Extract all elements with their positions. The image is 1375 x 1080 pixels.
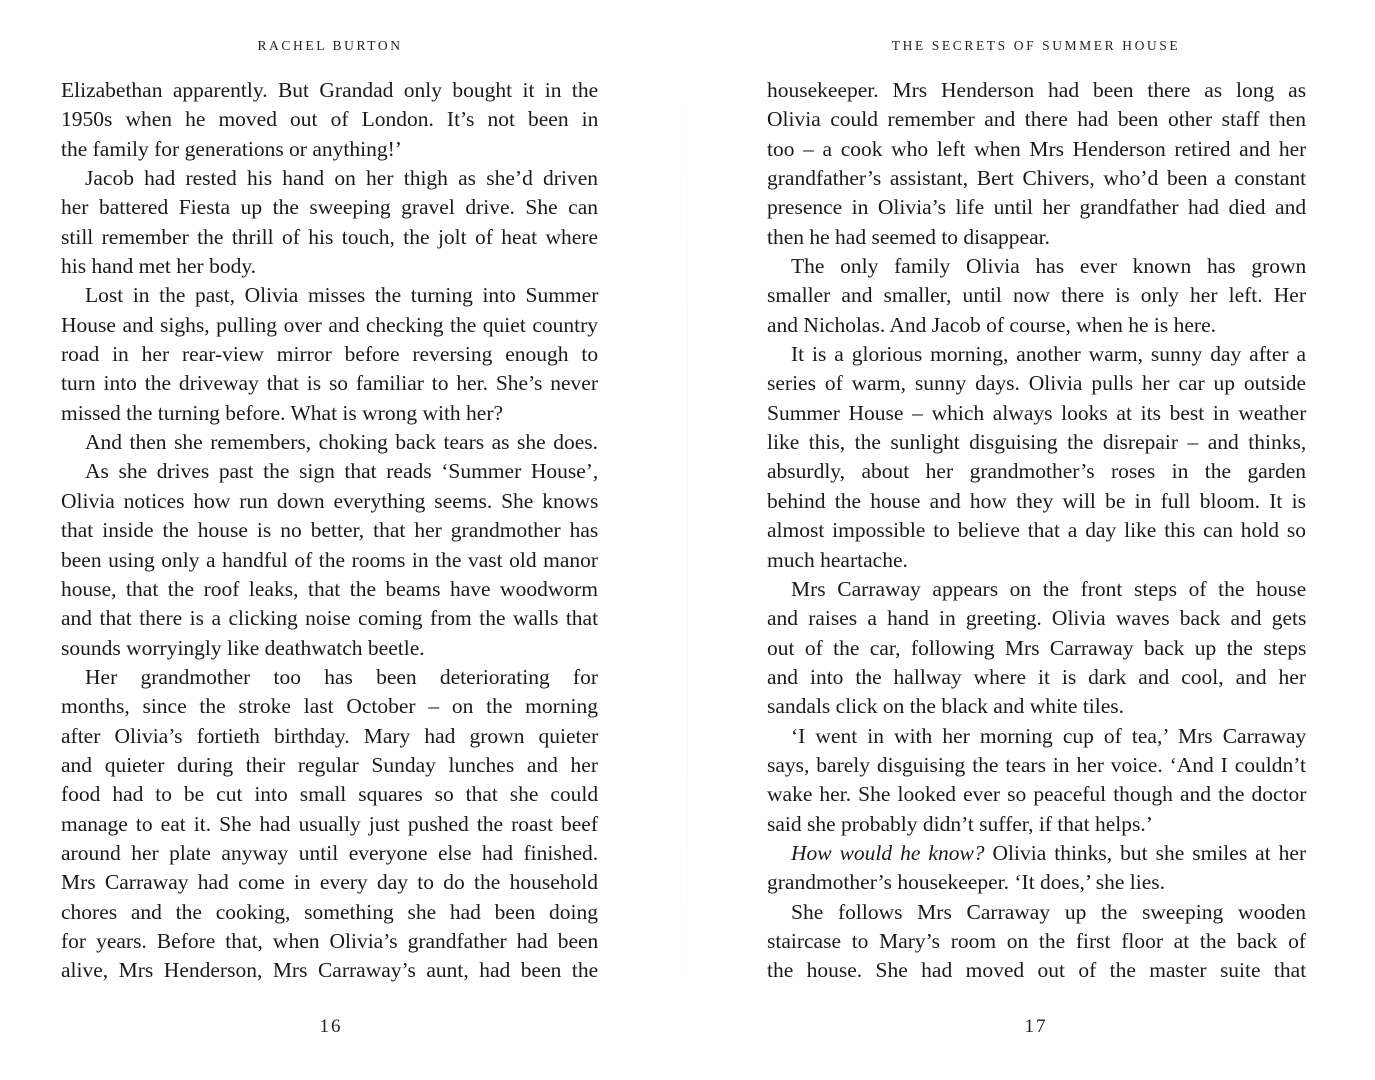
text-line: manage to eat it. She had usually just pushed the roast beef: [61, 811, 598, 836]
body-text: [767, 76, 1306, 986]
text-line: ‘I went in with her morning cup of tea,’ Mrs Carraway: [791, 723, 1307, 748]
text-line: her battered Fiesta up the sweeping gravel drive. She can: [61, 195, 598, 220]
text-line: food had to be cut into small squares so that she could: [61, 782, 599, 807]
running-head-author: RACHEL BURTON: [257, 38, 403, 53]
text-line: smaller and smaller, until now there is only her left. Her: [767, 283, 1306, 308]
text-line: out of the car, following Mrs Carraway back up the steps: [767, 635, 1307, 660]
text-line: the family for generations or anything!’: [61, 136, 402, 161]
text-line: and quieter during their regular Sunday lunches and her: [61, 752, 598, 777]
text-line: sandals click on the black and white tiles.: [767, 694, 1125, 719]
text-line: behind the house and how they will be in full bloom. It is: [767, 488, 1306, 513]
text-line: house, that the roof leaks, that the beams have woodworm: [61, 576, 598, 601]
text-line: Summer House – which always looks at its best in weather: [767, 400, 1307, 425]
text-line: alive, Mrs Henderson, Mrs Carraway’s aunt, had been the: [61, 958, 599, 983]
text-line: grandmother’s housekeeper. ‘It does,’ she lies.: [767, 870, 1166, 895]
text-line: that inside the house is no better, that her grandmother has: [61, 518, 599, 543]
body-text: [61, 76, 598, 986]
text-line: Elizabethan apparently. But Grandad only bought it in the: [61, 78, 599, 102]
text-line: turn into the driveway that is so familiar to her. She’s never: [61, 371, 598, 396]
text-line: still remember the thrill of his touch, the jolt of heat where: [61, 224, 598, 249]
text-line: much heartache.: [767, 547, 908, 572]
text-line: series of warm, sunny days. Olivia pulls her car up outside: [767, 371, 1306, 396]
text-line: Lost in the past, Olivia misses the turning into Summer: [85, 283, 599, 308]
text-line: been using only a handful of the rooms in the vast old manor: [61, 547, 599, 572]
text-line: Olivia could remember and there had been other staff then: [767, 107, 1306, 132]
text-line: And then she remembers, choking back tears as she does.: [85, 430, 598, 455]
text-line: missed the turning before. What is wrong with her?: [61, 400, 504, 425]
text-line: wake her. She looked ever so peaceful though and the doctor: [767, 782, 1307, 807]
text-line: sounds worryingly like deathwatch beetle.: [61, 635, 425, 660]
text-line: 1950s when he moved out of London. It’s not been in: [61, 107, 599, 132]
text-line: said she probably didn’t suffer, if that helps.’: [767, 811, 1153, 836]
text-line: Her grandmother too has been deteriorating for: [85, 664, 598, 689]
text-line: staircase to Mary’s room on the first floor at the back of: [767, 928, 1306, 953]
text-line: Jacob had rested his hand on her thigh as she’d driven: [85, 166, 598, 191]
text-line: She follows Mrs Carraway up the sweeping wooden: [791, 899, 1306, 924]
text-line: like this, the sunlight disguising the disrepair – and thinks,: [767, 430, 1307, 455]
text-line: and Nicholas. And Jacob of course, when he is here.: [767, 312, 1216, 337]
text-line: Olivia notices how run down everything seems. She knows: [61, 488, 599, 513]
text-line: presence in Olivia’s life until her grandfather had died and: [767, 195, 1307, 220]
text-line: around her plate anyway until everyone else had finished.: [61, 840, 599, 865]
line-text: Olivia thinks, but she smiles at her: [984, 840, 1307, 865]
text-line: too – a cook who left when Mrs Henderson retired and her: [767, 136, 1307, 161]
text-line: almost impossible to believe that a day like this can hold so: [767, 518, 1306, 543]
text-line: grandfather’s assistant, Bert Chivers, who’d been a constant: [767, 166, 1307, 191]
text-line: Mrs Carraway had come in every day to do the household: [61, 870, 598, 895]
page-number: 17: [1024, 1016, 1048, 1037]
text-line: then he had seemed to disappear.: [767, 224, 1050, 249]
running-head-title: THE SECRETS OF SUMMER HOUSE: [891, 38, 1181, 53]
text-line: chores and the cooking, something she had been doing: [61, 899, 598, 924]
right-page: [688, 0, 1375, 1080]
text-line: after Olivia’s fortieth birthday. Mary had grown quieter: [61, 723, 599, 748]
text-line: his hand met her body.: [61, 254, 257, 279]
text-line: House and sighs, pulling over and checking the quiet country: [61, 312, 598, 337]
text-line: road in her rear-view mirror before reversing enough to: [61, 342, 599, 367]
text-line: and into the hallway where it is dark and cool, and her: [767, 664, 1306, 689]
text-line: for years. Before that, when Olivia’s grandfather had been: [61, 928, 599, 953]
text-line: As she drives past the sign that reads ‘Summer House’,: [85, 459, 599, 484]
page-number: 16: [319, 1016, 343, 1037]
text-line: Mrs Carraway appears on the front steps of the house: [791, 576, 1307, 601]
text-line: months, since the stroke last October – on the morning: [61, 694, 598, 719]
text-line: The only family Olivia has ever known has grown: [791, 254, 1307, 279]
text-line: housekeeper. Mrs Henderson had been there as long as: [767, 78, 1307, 102]
text-line: the house. She had moved out of the master suite that: [767, 958, 1307, 983]
text-line: says, barely disguising the tears in her voice. ‘And I couldn’t: [767, 752, 1306, 777]
italic-text: How would he know?: [791, 840, 985, 865]
text-line: It is a glorious morning, another warm, sunny day after a: [791, 342, 1306, 367]
text-line: and raises a hand in greeting. Olivia waves back and gets: [767, 606, 1307, 631]
text-line: absurdly, about her grandmother’s roses in the garden: [767, 459, 1306, 484]
text-line: [767, 839, 1306, 868]
text-line: and that there is a clicking noise coming from the walls that: [61, 606, 599, 631]
